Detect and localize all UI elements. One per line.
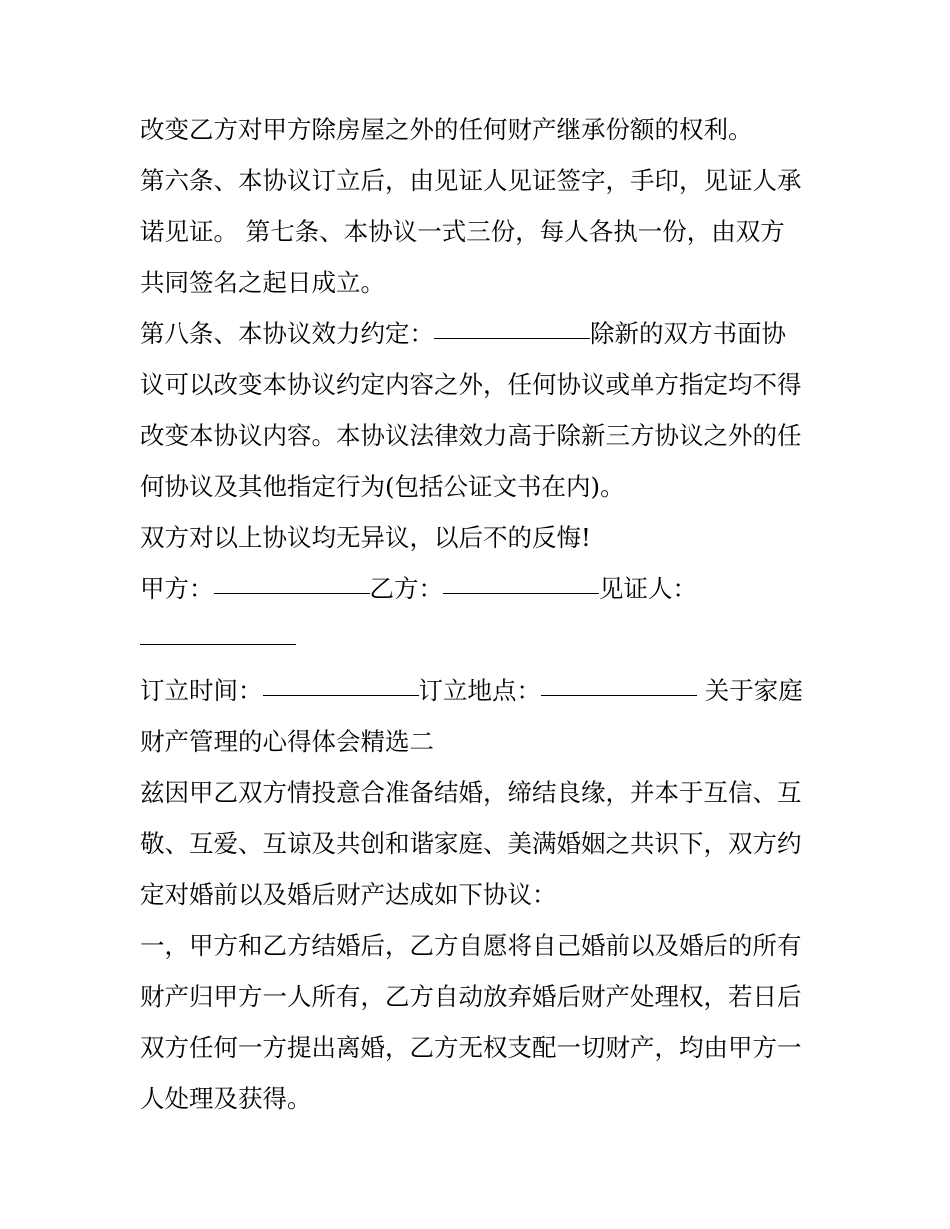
text-line: 定对婚前以及婚后财产达成如下协议： [140, 880, 557, 909]
article-8-line [140, 308, 820, 359]
text-line: 敬、互爱、互谅及共创和谐家庭、美满婚姻之共识下，双方约 [140, 829, 802, 858]
date-place-line [140, 665, 820, 716]
text-line: 人处理及获得。 [140, 1084, 312, 1113]
text-line: 一，甲方和乙方结婚后，乙方自愿将自己婚前以及婚后的所有 [140, 931, 802, 960]
effect-blank [434, 337, 590, 339]
party-a-label: 甲方： [140, 574, 214, 603]
text-line: 财产管理的心得体会精选二 [140, 727, 434, 756]
text-line: 议可以改变本协议约定内容之外，任何协议或单方指定均不得 [140, 370, 802, 399]
date-label: 订立时间： [140, 676, 263, 705]
party-a-blank [214, 592, 370, 594]
trailing-text: 关于家庭 [697, 676, 803, 705]
party-b-blank [443, 592, 599, 594]
article-8-prefix: 第八条、本协议效力约定： [140, 319, 434, 348]
witness-blank-line [140, 614, 820, 665]
text-line: 改变乙方对甲方除房屋之外的任何财产继承份额的权利。 [140, 115, 753, 144]
text-line: 第六条、本协议订立后，由见证人见证签字，手印，见证人承 [140, 166, 802, 195]
text-line: 双方对以上协议均无异议，以后不的反悔! [140, 523, 591, 552]
article-8-suffix: 除新的双方书面协 [590, 319, 786, 348]
text-line: 诺见证。 第七条、本协议一式三份，每人各执一份，由双方 [140, 217, 785, 246]
date-blank [263, 694, 419, 696]
place-blank [541, 694, 697, 696]
document-body [140, 104, 820, 1124]
text-line: 何协议及其他指定行为(包括公证文书在内)。 [140, 472, 625, 501]
text-line: 双方任何一方提出离婚，乙方无权支配一切财产，均由甲方一 [140, 1033, 802, 1062]
text-line: 财产归甲方一人所有，乙方自动放弃婚后财产处理权，若日后 [140, 982, 802, 1011]
text-line: 兹因甲乙双方情投意合准备结婚，缔结良缘，并本于互信、互 [140, 778, 802, 807]
place-label: 订立地点： [418, 676, 541, 705]
witness-label: 见证人： [599, 574, 697, 603]
signature-line [140, 563, 820, 614]
witness-blank [140, 643, 296, 645]
text-line: 改变本协议内容。本协议法律效力高于除新三方协议之外的任 [140, 421, 802, 450]
party-b-label: 乙方： [369, 574, 443, 603]
text-line: 共同签名之起日成立。 [140, 268, 385, 297]
